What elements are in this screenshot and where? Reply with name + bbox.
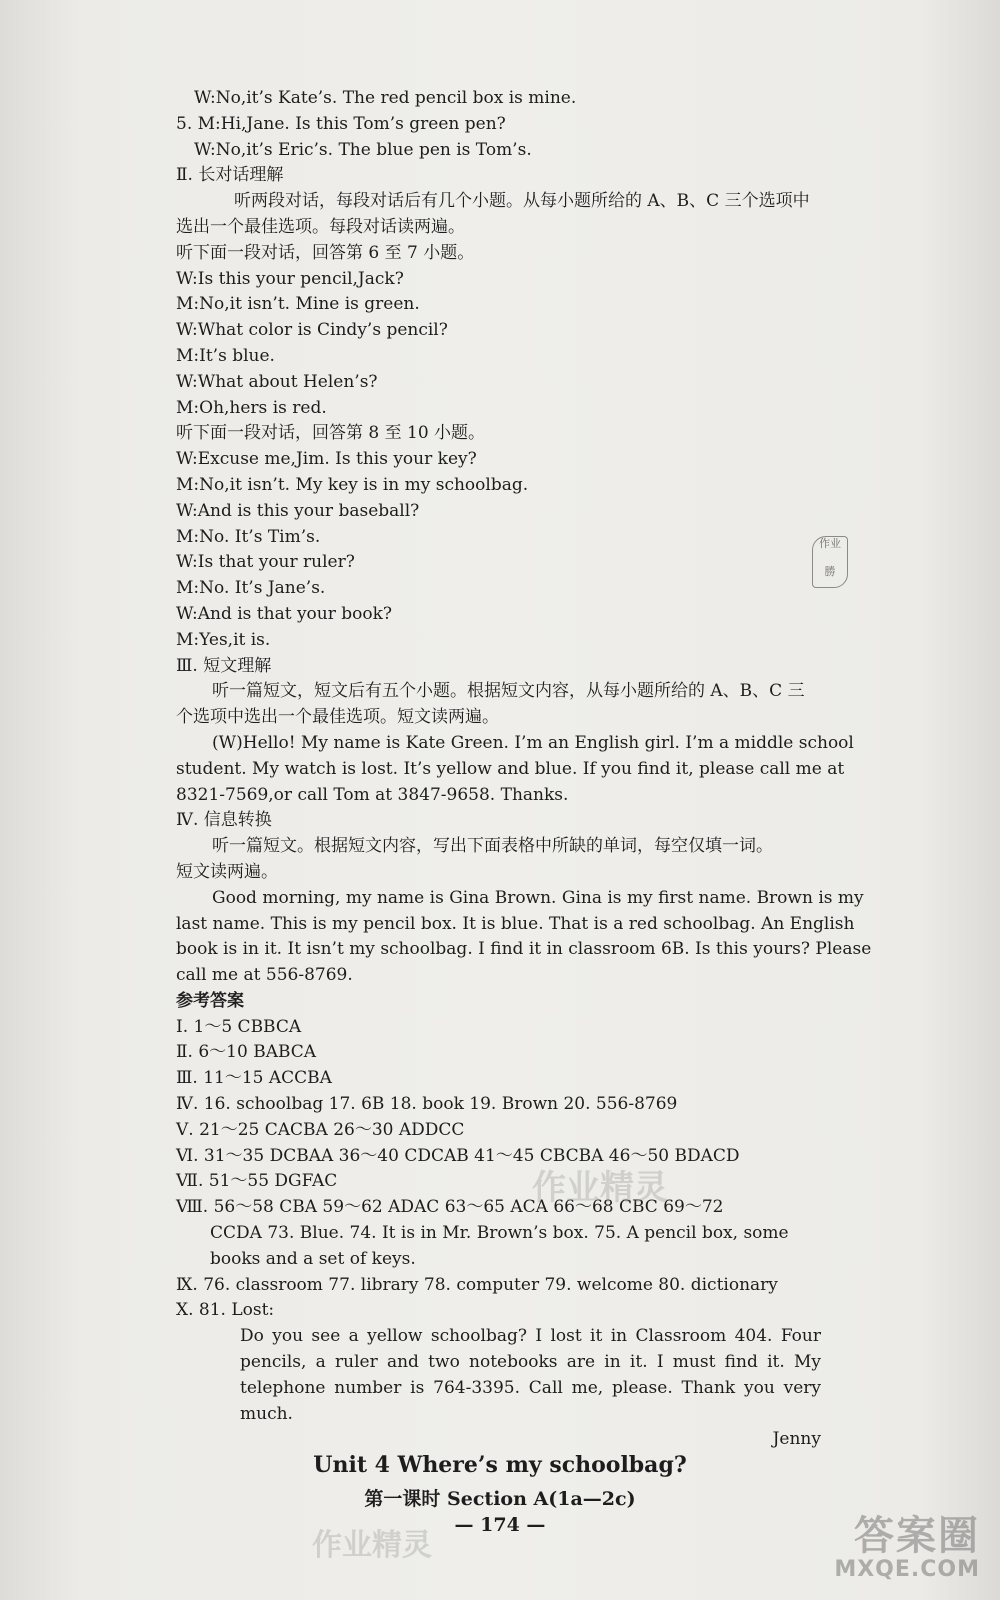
text-line: book is in it. It isn’t my schoolbag. I find it in classroom 6B. Is this yours? Please	[176, 939, 872, 960]
answer-line: Ⅰ. 1～5 CBBCA	[176, 1016, 302, 1037]
answer-line: Ⅹ. 81. Lost:	[176, 1300, 275, 1321]
lost-notice-text: Do you see a yellow schoolbag? I lost it in Classroom 404. Four pencils, a ruler and two notebooks are in it. I must find it. My telephone number is 764-3395. Call me, please. Thank you very much.	[240, 1326, 821, 1424]
text-line: W:Is this your pencil,Jack?	[176, 268, 404, 289]
answer-line: Ⅶ. 51～55 DGFAC	[176, 1171, 338, 1192]
faint-watermark-center: 作业精灵	[532, 1168, 668, 1208]
text-line: 听两段对话，每段对话后有几个小题。从每小题所给的 A、B、C 三个选项中	[234, 191, 810, 212]
text-line: M:Yes,it is.	[176, 629, 271, 650]
answer-line: Ⅳ. 16. schoolbag 17. 6B 18. book 19. Brown 20. 556-8769	[176, 1094, 678, 1115]
answer-line: Ⅷ. 56～58 CBA 59～62 ADAC 63～65 ACA 66～68 CBC 69～72	[176, 1197, 724, 1218]
text-line: W:Excuse me,Jim. Is this your key?	[176, 449, 477, 470]
answer-line: books and a set of keys.	[210, 1248, 416, 1269]
watermark-url: MXQE.COM	[834, 1557, 980, 1582]
text-line: last name. This is my pencil box. It is blue. That is a red schoolbag. An English	[176, 913, 855, 934]
text-line: W:No,it’s Kate’s. The red pencil box is mine.	[194, 88, 577, 108]
text-line: M:It’s blue.	[176, 345, 275, 366]
answer-line: Ⅱ. 6～10 BABCA	[176, 1042, 317, 1063]
site-watermark	[834, 1514, 980, 1582]
lesson-title: 第一课时 Section A(1a—2c)	[364, 1488, 636, 1510]
answers-heading: 参考答案	[176, 990, 244, 1011]
answer-line: Ⅵ. 31～35 DCBAA 36～40 CDCAB 41～45 CBCBA 46～50 BDACD	[176, 1145, 740, 1166]
text-line: M:No. It’s Tim’s.	[176, 526, 321, 547]
text-line: 选出一个最佳选项。每段对话读两遍。	[176, 216, 465, 237]
text-line: W:What color is Cindy’s pencil?	[176, 320, 448, 341]
text-line: (W)Hello! My name is Kate Green. I’m an English girl. I’m a middle school	[212, 732, 854, 753]
answer-line: Ⅲ. 11～15 ACCBA	[176, 1068, 332, 1089]
text-line: W:And is that your book?	[176, 603, 393, 624]
faint-watermark-bottom: 作业精灵	[312, 1528, 432, 1563]
text-line: M:No,it isn’t. My key is in my schoolbag.	[176, 474, 529, 495]
answer-line: Ⅴ. 21～25 CACBA 26～30 ADDCC	[176, 1119, 465, 1140]
text-line: 短文读两遍。	[176, 861, 278, 882]
text-line: 个选项中选出一个最佳选项。短文读两遍。	[176, 707, 499, 728]
stamp-label: 作业	[819, 537, 841, 550]
text-line: Ⅱ. 长对话理解	[176, 165, 284, 186]
margin-stamp	[812, 536, 848, 588]
answer-line: Ⅸ. 76. classroom 77. library 78. computer 79. welcome 80. dictionary	[176, 1274, 778, 1295]
text-line: 听下面一段对话，回答第 6 至 7 小题。	[176, 242, 475, 263]
text-line: 听一篇短文，短文后有五个小题。根据短文内容，从每小题所给的 A、B、C 三	[212, 681, 805, 702]
text-line: student. My watch is lost. It’s yellow and blue. If you find it, please call me at	[176, 758, 845, 779]
text-line: 5. M:Hi,Jane. Is this Tom’s green pen?	[176, 113, 506, 134]
text-line: Good morning, my name is Gina Brown. Gina is my first name. Brown is my	[212, 887, 864, 908]
text-line: 听下面一段对话，回答第 8 至 10 小题。	[176, 423, 486, 444]
answer-key	[176, 1015, 821, 1325]
text-line: Ⅲ. 短文理解	[176, 655, 272, 676]
answer-line: CCDA 73. Blue. 74. It is in Mr. Brown’s box. 75. A pencil box, some	[210, 1223, 789, 1244]
text-line: W:No,it’s Eric’s. The blue pen is Tom’s.	[194, 139, 532, 160]
text-line: W:What about Helen’s?	[176, 371, 378, 392]
text-line: Ⅳ. 信息转换	[176, 810, 272, 831]
watermark-logo-text: 答案圈	[854, 1513, 980, 1559]
unit-title: Unit 4 Where’s my schoolbag?	[313, 1452, 687, 1478]
text-line: W:And is this your baseball?	[176, 500, 420, 521]
text-line: 听一篇短文。根据短文内容，写出下面表格中所缺的单词，每空仅填一词。	[212, 836, 773, 857]
text-line: M:No,it isn’t. Mine is green.	[176, 294, 420, 315]
page-number: — 174 —	[454, 1514, 546, 1536]
text-line: 8321-7569,or call Tom at 3847-9658. Thanks.	[176, 784, 569, 805]
text-line: W:Is that your ruler?	[176, 552, 355, 573]
stamp-label-2: 勝	[824, 565, 836, 578]
text-line: M:Oh,hers is red.	[176, 397, 327, 418]
text-line: call me at 556-8769.	[176, 965, 353, 986]
text-line: M:No. It’s Jane’s.	[176, 578, 326, 599]
signature: Jenny	[772, 1429, 821, 1450]
